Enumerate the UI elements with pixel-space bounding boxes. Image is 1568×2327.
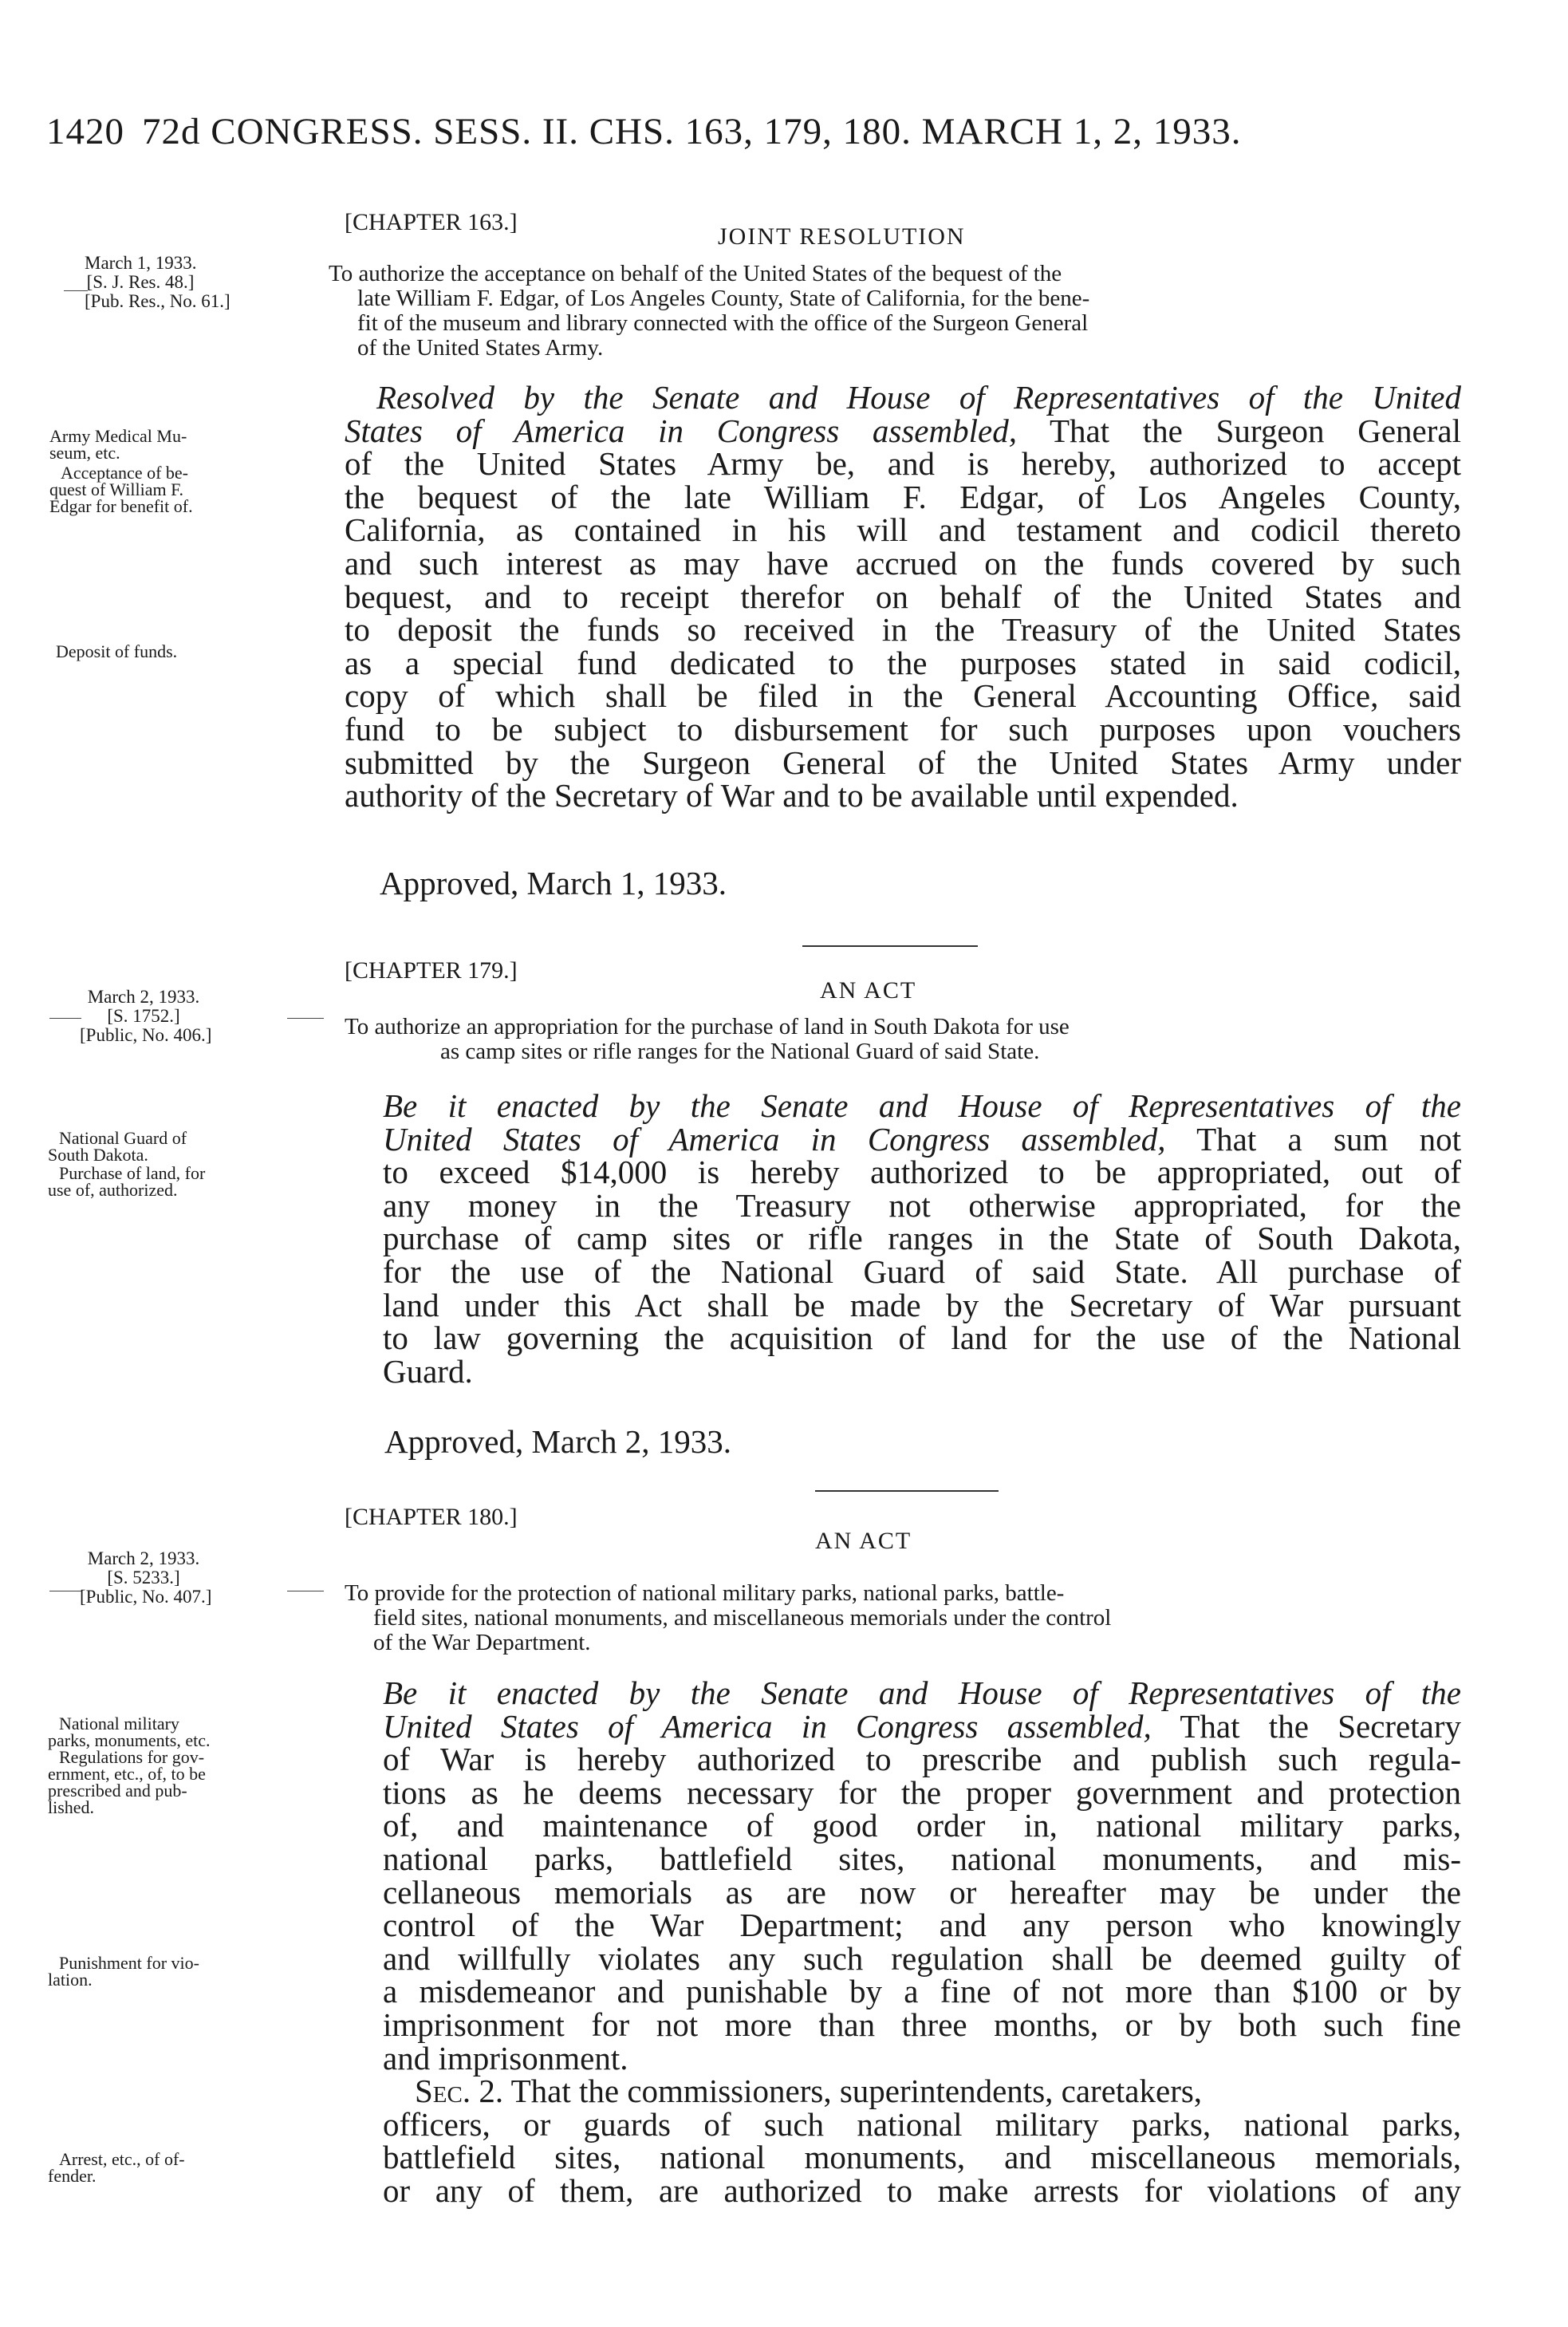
bill-number: [S. 1752.] — [107, 1006, 180, 1026]
body-line: fund to be subject to disbursement for such purposes upon vouchers — [345, 710, 1461, 747]
public-number: [Public, No. 406.] — [80, 1025, 212, 1045]
date-reference — [85, 253, 230, 311]
body-line: of the United States Army be, and is hereby, authorized to accept — [345, 445, 1461, 483]
purpose-line: To authorize the acceptance on behalf of the United States of the bequest of the — [329, 261, 1062, 286]
body-line: and willfully violates any such regulation shall be deemed guilty of — [383, 1939, 1461, 1977]
purpose-line: as camp sites or rifle ranges for the National Guard of said State. — [440, 1039, 1040, 1064]
body-line: to exceed $14,000 is hereby authorized to be appropriated, out of — [383, 1154, 1461, 1191]
body-line: to law governing the acquisition of land for the use of the National — [383, 1319, 1461, 1357]
body-line: purchase of camp sites or rifle ranges in the State of South Dakota, — [383, 1220, 1461, 1257]
purpose-clause — [345, 1581, 1461, 1655]
section-line: or any of them, are authorized to make arrests for violations of any — [383, 2171, 1461, 2209]
body-line: control of the War Department; and any person who knowingly — [383, 1907, 1461, 1944]
margin-note: Purchase of land, for use of, authorized. — [48, 1163, 206, 1200]
body-line: imprisonment for not more than three months, or by both such fine — [383, 2006, 1461, 2043]
purpose-line: fit of the museum and library connected with the office of the Surgeon General — [357, 310, 1089, 336]
date: March 2, 1933. — [87, 987, 200, 1007]
enacting-clause: Resolved by the Senate and House of Representatives of the United — [376, 379, 1461, 416]
chapter-label: [CHAPTER 179.] — [345, 957, 518, 984]
body-line: cellaneous memorials as are now or hereafter may be under the — [383, 1873, 1461, 1911]
section-label: Sec. 2. — [415, 2073, 504, 2110]
purpose-line: To provide for the protection of national military parks, national parks, battle- — [345, 1580, 1065, 1606]
body-line: a misdemeanor and punishable by a fine of not more than $100 or by — [383, 1973, 1461, 2010]
section-line: officers, or guards of such national military parks, national parks, — [383, 2105, 1461, 2143]
purpose-line: of the United States Army. — [357, 335, 604, 361]
date-reference — [80, 987, 212, 1045]
purpose-line: To authorize an appropriation for the purchase of land in South Dakota for use — [345, 1014, 1070, 1039]
body-line: copy of which shall be filed in the General Accounting Office, said — [345, 677, 1461, 715]
margin-note: Regulations for gov- ernment, etc., of, to be prescribed and pub- lished. — [48, 1747, 206, 1817]
date: March 2, 1933. — [87, 1548, 200, 1568]
body-line: land under this Act shall be made by the Secretary of War pursuant — [383, 1286, 1461, 1323]
running-title: 72d CONGRESS. SESS. II. CHS. 163, 179, 180. MARCH 1, 2, 1933. — [142, 111, 1242, 152]
body-line: States of America in Congress assembled, That the Surgeon General — [345, 412, 1461, 449]
body-line: for the use of the National Guard of said State. All purchase of — [383, 1252, 1461, 1290]
body-line: as a special fund dedicated to the purposes stated in said codicil, — [345, 644, 1461, 681]
public-number: [Pub. Res., No. 61.] — [85, 291, 230, 311]
document-kind: AN ACT — [815, 1528, 912, 1554]
document-kind: AN ACT — [820, 977, 917, 1004]
section-line: Sec. 2. That the commissioners, superintendents, caretakers, — [415, 2073, 1203, 2110]
body-line: bequest, and to receipt therefor on behalf of the United States and — [345, 578, 1461, 615]
bill-number: [S. J. Res. 48.] — [86, 272, 195, 292]
margin-note: National military parks, monuments, etc. — [48, 1714, 211, 1750]
resolution-body — [345, 381, 1461, 813]
purpose-clause — [329, 262, 1461, 361]
enacting-clause: Be it enacted by the Senate and House of Representatives of the — [383, 1674, 1461, 1711]
body-line: United States of America in Congress assembled, That the Secretary — [383, 1707, 1461, 1745]
section-line: battlefield sites, national monuments, and miscellaneous memorials, — [383, 2139, 1461, 2176]
body-line: tions as he deems necessary for the proper government and protection — [383, 1773, 1461, 1811]
body-line: and imprisonment. — [383, 2039, 628, 2077]
margin-note: Deposit of funds. — [56, 641, 178, 661]
purpose-line: of the War Department. — [373, 1630, 591, 1655]
chapter-label: [CHAPTER 163.] — [345, 209, 518, 235]
margin-note: Punishment for vio- lation. — [48, 1953, 199, 1990]
page-number: 1420 — [46, 111, 124, 152]
margin-note: Arrest, etc., of of- fender. — [48, 2149, 185, 2186]
act-body — [383, 1674, 1461, 2209]
margin-note: Army Medical Mu- seum, etc. — [49, 426, 187, 463]
body-line: to deposit the funds so received in the Treasury of the United States — [345, 611, 1461, 649]
body-line: and such interest as may have accrued on the funds covered by such — [345, 544, 1461, 582]
act-body — [383, 1087, 1461, 1390]
date-reference — [80, 1548, 212, 1607]
body-line: of, and maintenance of good order in, national military parks, — [383, 1807, 1461, 1844]
approval-date: Approved, March 1, 1933. — [380, 865, 727, 901]
approval-date: Approved, March 2, 1933. — [384, 1423, 731, 1460]
enacting-clause: Be it enacted by the Senate and House of Representatives of the — [383, 1087, 1461, 1124]
body-line: any money in the Treasury not otherwise appropriated, for the — [383, 1186, 1461, 1224]
bill-number: [S. 5233.] — [107, 1568, 180, 1587]
public-number: [Public, No. 407.] — [80, 1587, 212, 1607]
body-line: national parks, battlefield sites, national monuments, and mis- — [383, 1840, 1461, 1877]
body-line: California, as contained in his will and testament and codicil thereto — [345, 511, 1461, 549]
margin-note: Acceptance of be- quest of William F. Edgar for benefit of. — [49, 463, 193, 516]
margin-note: National Guard of South Dakota. — [48, 1128, 187, 1165]
body-line: the bequest of the late William F. Edgar, of Los Angeles County, — [345, 478, 1461, 515]
body-line: Guard. — [383, 1352, 473, 1390]
document-kind: JOINT RESOLUTION — [718, 223, 966, 250]
chapter-label: [CHAPTER 180.] — [345, 1504, 518, 1530]
date: March 1, 1933. — [85, 253, 197, 273]
body-line: submitted by the Surgeon General of the United States Army under — [345, 743, 1461, 781]
purpose-clause — [345, 1015, 1461, 1064]
body-line: authority of the Secretary of War and to be available until expended. — [345, 777, 1239, 814]
purpose-line: late William F. Edgar, of Los Angeles County, State of California, for the bene- — [357, 286, 1090, 311]
body-line: United States of America in Congress assembled, That a sum not — [383, 1120, 1461, 1158]
purpose-line: field sites, national monuments, and miscellaneous memorials under the control — [373, 1605, 1112, 1631]
body-line: of War is hereby authorized to prescribe and publish such regula- — [383, 1741, 1461, 1778]
